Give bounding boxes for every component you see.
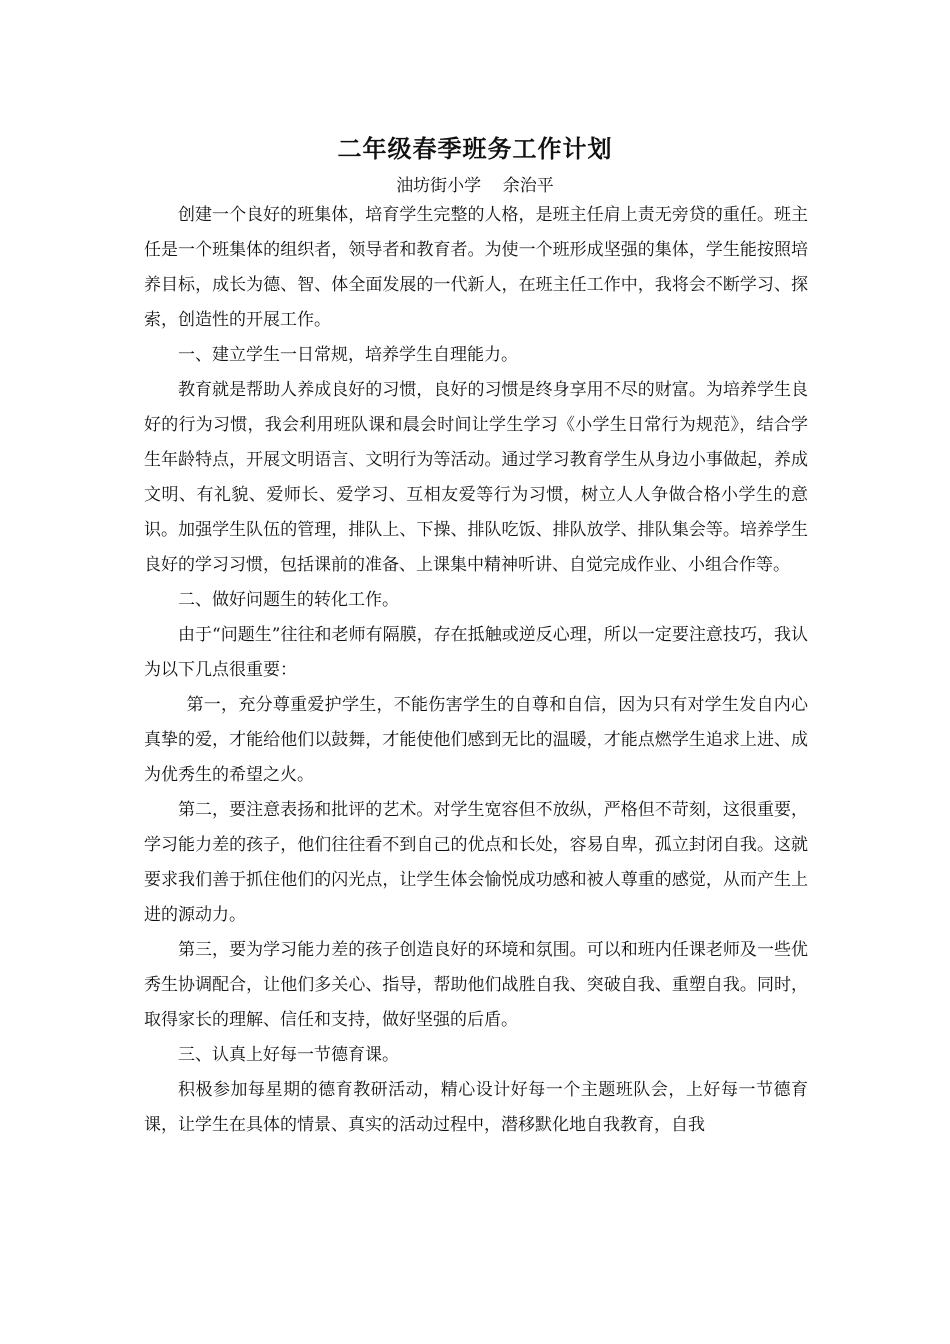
- paragraph-point-1: 第一，充分尊重爱护学生，不能伤害学生的自尊和自信，因为只有对学生发自内心真挚的爱，才能给他们以鼓舞，才能使他们感到无比的温暖，才能点燃学生追求上进、成为优秀生的希望之火。: [144, 695, 808, 785]
- paragraph-point-3: 第三，要为学习能力差的孩子创造良好的环境和氛围。可以和班内任课老师及一些优秀生协调配合，让他们多关心、指导，帮助他们战胜自我、突破自我、重塑自我。同时，取得家长的理解、信任和支持，做好坚强的后盾。: [144, 940, 808, 1030]
- document-body: [144, 198, 808, 1143]
- paragraph-intro: 创建一个良好的班集体，培育学生完整的人格，是班主任肩上责无旁贷的重任。班主任是一个班集体的组织者，领导者和教育者。为使一个班形成坚强的集体，学生能按照培养目标，成长为德、智、体全面发展的一代新人，在班主任工作中，我将会不断学习、探索，创造性的开展工作。: [144, 205, 808, 330]
- paragraph-problem-students: 由于“问题生”往往和老师有隔膜，存在抵触或逆反心理，所以一定要注意技巧，我认为以下几点很重要：: [144, 625, 808, 680]
- paragraph-moral-class: 积极参加每星期的德育教研活动，精心设计好每一个主题班队会，上好每一节德育课，让学生在具体的情景、真实的活动过程中，潜移默化地自我教育，自我: [144, 1080, 808, 1135]
- paragraph-habits: 教育就是帮助人养成良好的习惯，良好的习惯是终身享用不尽的财富。为培养学生良好的行为习惯，我会利用班队课和晨会时间让学生学习《小学生日常行为规范》，结合学生年龄特点，开展文明语言、文明行为等活动。通过学习教育学生从身边小事做起，养成文明、有礼貌、爱师长、爱学习、互相友爱等行为习惯，树立人人争做合格小学生的意识。加强学生队伍的管理，排队上、下操、排队吃饭、排队放学、排队集会等。培养学生良好的学习习惯，包括课前的准备、上课集中精神听讲、自觉完成作业、小组合作等。: [144, 380, 808, 575]
- section-heading-1: 一、建立学生一日常规，培养学生自理能力。: [178, 345, 518, 365]
- paragraph-point-2: 第二，要注意表扬和批评的艺术。对学生宽容但不放纵，严格但不苛刻，这很重要，学习能力差的孩子，他们往往看不到自己的优点和长处，容易自卑，孤立封闭自我。这就要求我们善于抓住他们的闪光点，让学生体会愉悦成功感和被人尊重的感觉，从而产生上进的源动力。: [144, 800, 808, 925]
- document-title: 二年级春季班务工作计划: [337, 134, 613, 163]
- section-heading-2: 二、做好问题生的转化工作。: [178, 590, 399, 610]
- section-heading-3: 三、认真上好每一节德育课。: [178, 1045, 399, 1065]
- document-byline: 油坊街小学 余治平: [396, 176, 554, 196]
